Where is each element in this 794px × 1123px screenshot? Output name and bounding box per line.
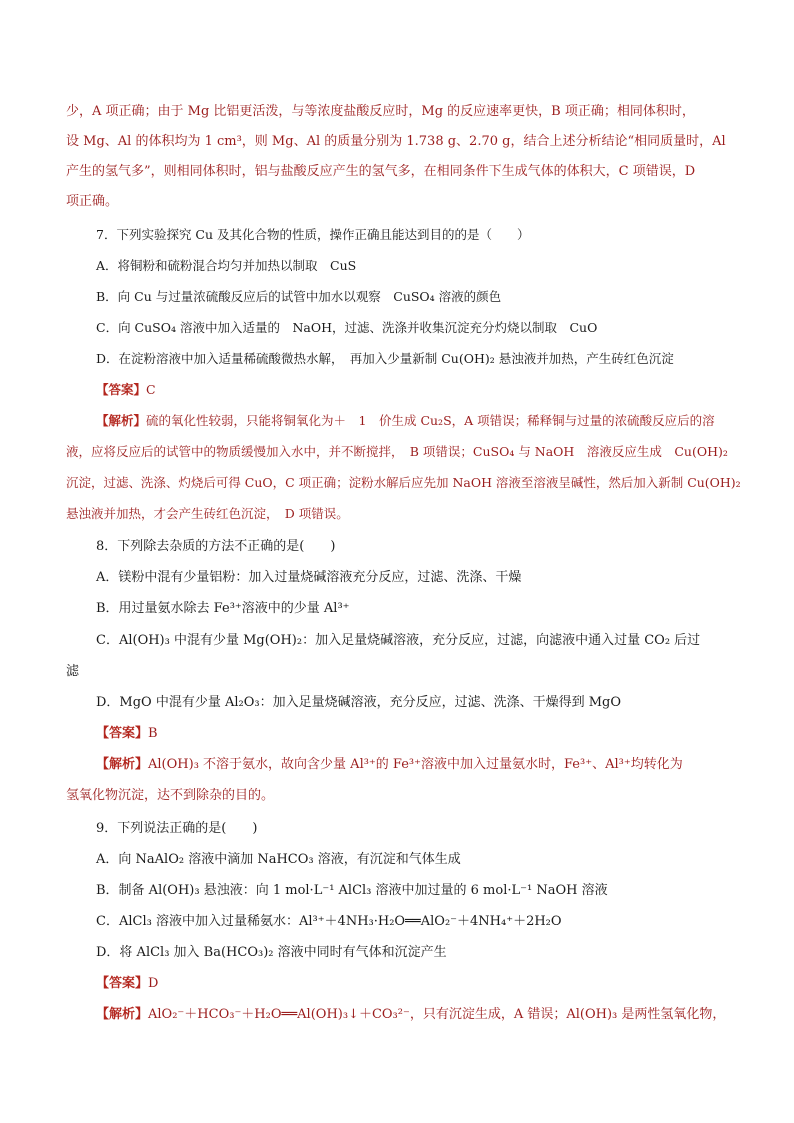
prev-analysis-line-2: 设 Mg、Al 的体积均为 1 cm³，则 Mg、Al 的质量分别为 1.738 g、2.70 g，结合上述分析结论“相同质量时，Al bbox=[66, 134, 726, 149]
q9-answer bbox=[96, 974, 158, 994]
q7-option-b: B．向 Cu 与过量浓硫酸反应后的试管中加水以观察 CuSO₄ 溶液的颜色 bbox=[96, 289, 502, 304]
q8-option-c-cont: 滤 bbox=[66, 664, 80, 679]
q8-analysis-line-2: 氢氧化物沉淀，达不到除杂的目的。 bbox=[66, 788, 275, 803]
prev-analysis-line-1: 少，A 项正确；由于 Mg 比铝更活泼，与等浓度盐酸反应时，Mg 的反应速率更快，B 项正确；相同体积时， bbox=[66, 104, 695, 119]
q9-option-c: C．AlCl₃ 溶液中加入过量稀氨水：Al³⁺＋4NH₃·H₂O══AlO₂⁻＋4NH₄⁺＋2H₂O bbox=[96, 914, 562, 929]
q7-analysis-line-2: 液，应将反应后的试管中的物质缓慢加入水中，并不断搅拌， B 项错误；CuSO₄ 与 NaOH 溶液反应生成 Cu(OH)₂ bbox=[66, 444, 728, 459]
q7-analysis-line-1 bbox=[96, 411, 715, 431]
prev-analysis-line-4: 项正确。 bbox=[66, 194, 119, 209]
q7-option-a: A．将铜粉和硫粉混合均匀并加热以制取 CuS bbox=[96, 258, 357, 273]
q9-stem: 9．下列说法正确的是( ) bbox=[96, 821, 258, 836]
q8-analysis-line-1 bbox=[96, 755, 683, 775]
prev-analysis-line-3: 产生的氢气多”，则相同体积时，铝与盐酸反应产生的氢气多，在相同条件下生成气体的体积大，C 项错误，D bbox=[66, 164, 696, 179]
q8-option-b: B．用过量氨水除去 Fe³⁺溶液中的少量 Al³⁺ bbox=[96, 601, 350, 616]
q9-option-a: A．向 NaAlO₂ 溶液中滴加 NaHCO₃ 溶液，有沉淀和气体生成 bbox=[96, 852, 461, 867]
answer-tag: 【答案】 bbox=[96, 726, 149, 741]
q7-option-d: D．在淀粉溶液中加入适量稀硫酸微热水解， 再加入少量新制 Cu(OH)₂ 悬浊液并加热，产生砖红色沉淀 bbox=[96, 351, 674, 366]
analysis-tag: 【解析】 bbox=[96, 757, 149, 772]
q7-answer bbox=[96, 380, 156, 400]
answer-value: C bbox=[146, 382, 156, 397]
q9-analysis-line-1 bbox=[96, 1005, 725, 1025]
analysis-tag: 【解析】 bbox=[96, 413, 147, 428]
analysis-tag: 【解析】 bbox=[96, 1007, 149, 1022]
q7-stem: 7．下列实验探究 Cu 及其化合物的性质，操作正确且能达到目的的是（ ） bbox=[96, 227, 530, 242]
q7-analysis-line-4: 悬浊液并加热，才会产生砖红色沉淀， D 项错误。 bbox=[66, 506, 349, 521]
q9-option-d: D．将 AlCl₃ 加入 Ba(HCO₃)₂ 溶液中同时有气体和沉淀产生 bbox=[96, 945, 447, 960]
q7-analysis-line-3: 沉淀，过滤、洗涤、灼烧后可得 CuO，C 项正确；淀粉水解后应先加 NaOH 溶液至溶液呈碱性，然后加入新制 Cu(OH)₂ bbox=[66, 475, 741, 490]
answer-value: B bbox=[148, 726, 158, 741]
analysis-text: 硫的氧化性较弱，只能将铜氧化为＋ 1 价生成 Cu₂S，A 项错误；稀释铜与过量的浓硫酸反应后的溶 bbox=[146, 413, 715, 428]
q8-option-d: D．MgO 中混有少量 Al₂O₃：加入足量烧碱溶液，充分反应，过滤、洗涤、干燥得到 MgO bbox=[96, 695, 622, 710]
q8-answer bbox=[96, 724, 158, 744]
answer-value: D bbox=[148, 976, 159, 991]
answer-tag: 【答案】 bbox=[96, 382, 147, 397]
q8-option-a: A．镁粉中混有少量铝粉：加入过量烧碱溶液充分反应，过滤、洗涤、干燥 bbox=[96, 570, 522, 585]
q7-option-c: C．向 CuSO₄ 溶液中加入适量的 NaOH，过滤、洗涤并收集沉淀充分灼烧以制取 CuO bbox=[96, 320, 598, 335]
analysis-text: AlO₂⁻＋HCO₃⁻＋H₂O══Al(OH)₃↓＋CO₃²⁻，只有沉淀生成，A 错误；Al(OH)₃ 是两性氢氧化物， bbox=[148, 1007, 726, 1022]
q9-option-b: B．制备 Al(OH)₃ 悬浊液：向 1 mol·L⁻¹ AlCl₃ 溶液中加过量的 6 mol·L⁻¹ NaOH 溶液 bbox=[96, 883, 608, 898]
q8-option-c: C．Al(OH)₃ 中混有少量 Mg(OH)₂：加入足量烧碱溶液，充分反应，过滤，向滤液中通入过量 CO₂ 后过 bbox=[96, 633, 701, 648]
q8-stem: 8．下列除去杂质的方法不正确的是( ) bbox=[96, 539, 336, 554]
analysis-text: Al(OH)₃ 不溶于氨水，故向含少量 Al³⁺的 Fe³⁺溶液中加入过量氨水时，Fe³⁺、Al³⁺均转化为 bbox=[148, 757, 683, 772]
answer-tag: 【答案】 bbox=[96, 976, 149, 991]
